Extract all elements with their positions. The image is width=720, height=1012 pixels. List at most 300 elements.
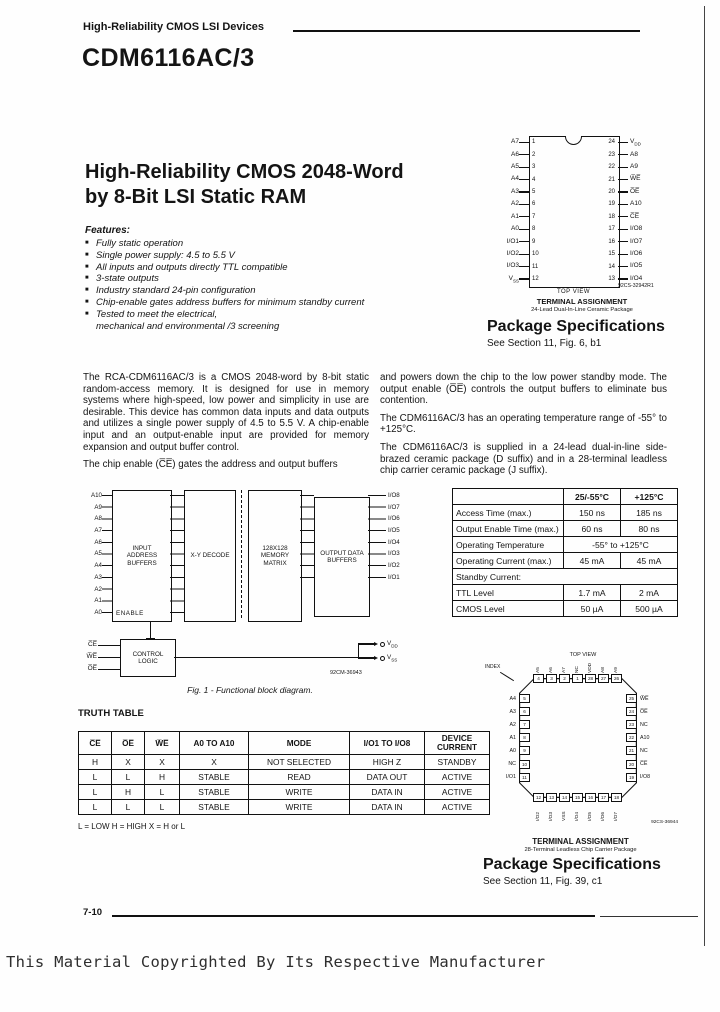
pin-lead: [519, 142, 529, 143]
pin-number: 1: [572, 674, 583, 683]
control-wires: [98, 645, 120, 671]
io-label: I/O6: [388, 515, 400, 523]
address-label: A6: [94, 538, 102, 546]
lcc-pin: [626, 757, 678, 770]
feature-text: Tested to meet the electrical,: [96, 308, 218, 320]
address-label: A4: [94, 562, 102, 570]
pin-number: 9: [519, 746, 530, 755]
truth-header-cell: W̅E̅: [145, 732, 180, 755]
spec-value: 50 µA: [564, 601, 621, 617]
address-label: A0: [94, 608, 102, 616]
pin-label: A4: [511, 175, 519, 183]
spec-row-label: Output Enable Time (max.): [453, 521, 564, 537]
truth-cell: WRITE: [249, 785, 350, 800]
dip-pin: [492, 136, 547, 148]
truth-cell: STANDBY: [425, 755, 490, 770]
pin-number: 5: [519, 694, 530, 703]
truth-body: [79, 755, 490, 815]
feature-text: mechanical and environmental /3 screening: [96, 320, 280, 332]
truth-cell: X: [145, 755, 180, 770]
pin-label: A6: [511, 150, 519, 158]
spec-value: -55° to +125°C: [564, 537, 678, 553]
pin-label: W̅E̅: [640, 695, 649, 702]
pin-number: 21: [626, 746, 637, 755]
pin-number: 20: [626, 760, 637, 769]
pin-lead: [519, 229, 529, 230]
address-label: A3: [94, 573, 102, 581]
pin-number: 25: [626, 694, 637, 703]
table-row: [79, 770, 490, 785]
lcc-left-pins: [483, 692, 530, 784]
vss-terminal: [358, 655, 397, 661]
spec-value: 150 ns: [564, 505, 621, 521]
lcc-pin: [483, 757, 530, 770]
dip-pin: [603, 173, 676, 185]
dip-pin: [492, 248, 547, 260]
lcc-top-pins: [533, 655, 622, 683]
dip-pin: [603, 148, 676, 160]
terminal-circle-icon: [380, 656, 385, 661]
footer-rule-segment: [600, 916, 698, 917]
pin-lead: [519, 191, 529, 192]
pin-number: 23: [608, 151, 615, 158]
feature-item: [85, 321, 395, 333]
title-line2: by 8-Bit LSI Static RAM: [85, 186, 307, 208]
lcc-pin: [533, 793, 544, 821]
document-title: [85, 160, 404, 210]
address-label: A2: [94, 585, 102, 593]
io-label: I/O8: [388, 492, 400, 499]
vdd-label: $V_{DD}$: [387, 639, 398, 649]
pin-number: 7: [532, 213, 536, 220]
dip-pin: [492, 161, 547, 173]
lcc-caption: TERMINAL ASSIGNMENT: [532, 837, 629, 846]
lcc-pin: [533, 655, 544, 683]
feature-item: [85, 285, 395, 297]
control-logic-block: CONTROL LOGIC: [120, 639, 176, 677]
pin-number: 11: [532, 263, 539, 270]
address-label: A7: [94, 527, 102, 535]
enable-connector: [150, 622, 151, 640]
lcc-pin: [572, 655, 583, 683]
pin-label: A10: [640, 734, 650, 741]
pin-number: 10: [532, 251, 539, 258]
pin-label: I/O2: [536, 811, 541, 821]
pin-lead: [618, 204, 628, 205]
pin-label: A6: [549, 667, 554, 673]
dip-pin: [603, 236, 676, 248]
truth-cell: ACTIVE: [425, 770, 490, 785]
page-number: 7-10: [83, 907, 103, 918]
figure-code: 92CM-36943: [330, 670, 362, 676]
spec-row-label: Operating Current (max.): [453, 553, 564, 569]
control-signal-label: C̅E̅: [87, 641, 97, 648]
pin-label: O̅E̅: [630, 187, 640, 195]
pin-label: I/O8: [640, 774, 651, 781]
lcc-pin: [626, 744, 678, 757]
pin-number: 13: [608, 276, 615, 283]
truth-cell: DATA IN: [350, 800, 425, 815]
pin-label: I/O4: [575, 811, 580, 821]
decode-wires: [170, 495, 184, 613]
truth-cell: DATA IN: [350, 785, 425, 800]
pin-label: I/O6: [630, 250, 643, 257]
pin-label: A5: [511, 162, 519, 170]
truth-cell: STABLE: [180, 785, 249, 800]
lcc-index-pointer: [500, 672, 514, 681]
truth-cell: L: [79, 800, 112, 815]
pin-number: 8: [519, 733, 530, 742]
pin-number: 2: [559, 674, 570, 683]
pin-number: 19: [608, 201, 615, 208]
lcc-pin: [483, 731, 530, 744]
truth-cell: L: [112, 800, 145, 815]
table-row: [79, 785, 490, 800]
io-output-labels: [388, 490, 400, 584]
io-label: I/O2: [388, 562, 400, 570]
truth-table-section: [78, 708, 490, 831]
pin-lead: [618, 266, 628, 267]
truth-table-footnote: L = LOW H = HIGH X = H or L: [78, 822, 186, 831]
pin-lead: [519, 167, 529, 168]
truth-header-cell: A0 TO A10: [180, 732, 249, 755]
pin-label: I/O3: [506, 262, 519, 270]
masthead-text: High-Reliability CMOS LSI Devices: [83, 21, 264, 33]
lcc-pin: [611, 793, 622, 821]
pin-lead: [519, 216, 529, 217]
pin-lead: [618, 142, 628, 143]
bullet-icon: ■: [85, 287, 89, 294]
pin-label: A9: [614, 667, 619, 673]
truth-cell: ACTIVE: [425, 800, 490, 815]
pin-number: 17: [608, 226, 615, 233]
address-label: A9: [94, 503, 102, 511]
pin-label: I/O7: [614, 811, 619, 821]
package-specs-ref: See Section 11, Fig. 39, c1: [483, 876, 603, 887]
pin-lead: [519, 154, 529, 155]
pin-label: C̅E̅: [640, 761, 648, 768]
connector-cap: [146, 621, 155, 622]
pin-label: A1: [511, 212, 519, 220]
paragraph: The CDM6116AC/3 is supplied in a 24-lead dual-in-line side-brazed ceramic package (D suffix) and in a 28-terminal leadless chip carrier ceramic package (J suffix).: [380, 441, 667, 477]
lcc-pin: [585, 793, 596, 821]
pin-label: A1: [509, 734, 516, 741]
truth-cell: WRITE: [249, 800, 350, 815]
truth-cell: X: [112, 755, 145, 770]
feature-item: [85, 297, 395, 309]
pin-number: 27: [598, 674, 609, 683]
bullet-icon: ■: [85, 251, 89, 258]
pin-number: 8: [532, 226, 536, 233]
io-label: I/O1: [388, 573, 400, 581]
pin-number: 6: [519, 707, 530, 716]
pin-number: 13: [546, 793, 557, 802]
feature-text: Fully static operation: [96, 238, 184, 249]
vss-label: $V_{SS}$: [387, 653, 398, 663]
dip-pin: [492, 173, 547, 185]
pin-number: 12: [533, 793, 544, 802]
pin-label: I/O8: [630, 225, 643, 233]
feature-text: All inputs and outputs directly TTL compatible: [96, 261, 288, 273]
pin-number: 3: [532, 164, 536, 171]
dip-pin: [492, 198, 547, 210]
pin-label: A4: [509, 695, 516, 702]
pin-label: A9: [630, 162, 638, 170]
features-section: [85, 225, 395, 332]
bullet-icon: ■: [85, 298, 89, 305]
pin-lead: [618, 167, 628, 168]
truth-header-cell: MODE: [249, 732, 350, 755]
dip-pin: [492, 186, 547, 198]
functional-block-diagram: [80, 487, 415, 707]
io-label: I/O5: [388, 527, 400, 535]
truth-cell: READ: [249, 770, 350, 785]
pin-label: A0: [511, 225, 519, 233]
feature-text: Single power supply: 4.5 to 5.5 V: [96, 249, 235, 261]
pin-number: 16: [608, 238, 615, 245]
truth-cell: HIGH Z: [350, 755, 425, 770]
feature-item: [85, 238, 395, 250]
lcc-pin: [598, 793, 609, 821]
dip-right-pins: [603, 136, 676, 285]
features-list: [85, 238, 395, 332]
bullet-icon: ■: [85, 310, 89, 317]
spec-value: 80 ns: [621, 521, 678, 537]
dip-subcaption: 24-Lead Dual-In-Line Ceramic Package: [531, 307, 633, 313]
pin-label: A5: [536, 667, 541, 673]
pin-number: 4: [533, 674, 544, 683]
pin-number: 17: [598, 793, 609, 802]
lcc-pin: [611, 655, 622, 683]
pin-number: 19: [626, 773, 637, 782]
pin-label: I/O6: [601, 811, 606, 821]
feature-text: 3-state outputs: [96, 273, 159, 285]
truth-cell: DATA OUT: [350, 770, 425, 785]
pin-label: A0: [509, 747, 516, 754]
dip-figure-code: 92CS-32942R1: [618, 283, 654, 289]
lcc-pin: [626, 705, 678, 718]
truth-cell: ACTIVE: [425, 785, 490, 800]
figure-caption: Fig. 1 - Functional block diagram.: [187, 685, 313, 695]
dip-pin: [492, 273, 547, 285]
paragraph: and powers down the chip to the low power standby mode. The output enable (O̅E̅) controls the output buffers to eliminate bus contention.: [380, 372, 667, 407]
lcc-bottom-pins: [533, 793, 622, 821]
feature-item: [85, 309, 395, 321]
pin-label: NC: [508, 761, 516, 768]
pin-lead: [519, 266, 529, 267]
control-input-labels: [83, 639, 97, 675]
bullet-icon: ■: [85, 240, 89, 246]
pin-number: 22: [608, 164, 615, 171]
spec-summary: [452, 488, 678, 617]
bullet-icon: ■: [85, 263, 89, 270]
dip-pin: [603, 136, 676, 148]
io-label: I/O3: [388, 550, 400, 558]
body-column-left: [83, 372, 369, 477]
truth-header-row: [79, 732, 490, 755]
pin-label: C̅E̅: [630, 212, 640, 220]
pin-number: 15: [608, 251, 615, 258]
pin-lead: [519, 278, 529, 279]
pin-label: NC: [640, 721, 648, 728]
pin-label: $V_{SS}$: [508, 274, 519, 284]
spec-row-label: Access Time (max.): [453, 505, 564, 521]
pin-lead: [618, 241, 628, 242]
spec-value: 45 mA: [564, 553, 621, 569]
io-label: I/O7: [388, 503, 400, 511]
pin-label: NC: [640, 747, 648, 754]
pin-number: 28: [585, 674, 596, 683]
pin-label: A7: [511, 138, 519, 146]
package-specs-lcc: [483, 856, 703, 887]
pin-label: A7: [562, 667, 567, 673]
pin-label: $V_{DD}$: [630, 138, 641, 147]
pin-label: NC: [575, 666, 580, 673]
pin-number: 9: [532, 238, 536, 245]
pin-label: VSS: [562, 811, 567, 821]
pin-number: 5: [532, 188, 536, 195]
paragraph: The RCA-CDM6116AC/3 is a CMOS 2048-word by 8-bit static random-access memory. It is designed for use in memory systems where high-speed, low power and simplicity in use are desirable. This device has common data inputs and data outputs and utilizes a single power supply of 4.5 to 5.5 V. A chip-enable input and an output-enable input are provided for memory expansion and output buffer control.: [83, 372, 369, 453]
paragraph: The chip enable (C̅E̅) gates the address and output buffers: [83, 459, 338, 471]
pin-label: A3: [509, 708, 516, 715]
truth-header-cell: DEVICE CURRENT: [425, 732, 490, 755]
lcc-pin: [626, 731, 678, 744]
masthead-rule: [293, 30, 640, 32]
pin-label: VDD: [588, 662, 593, 673]
vdd-terminal: [358, 641, 398, 647]
lcc-pin: [483, 771, 530, 784]
pin-label: W̅E̅: [630, 175, 641, 183]
pin-label: I/O5: [588, 811, 593, 821]
body-column-right: [380, 372, 667, 483]
spec-header-empty: [453, 489, 564, 505]
pin-number: 18: [608, 213, 615, 220]
pin-lead: [519, 179, 529, 180]
pin-lead: [618, 216, 628, 217]
pin-number: 18: [611, 793, 622, 802]
memory-matrix-block: 128X128 MEMORY MATRIX: [248, 490, 302, 622]
copyright-notice: This Material Copyrighted By Its Respective Manufacturer: [6, 953, 546, 971]
dip-pin: [603, 260, 676, 272]
truth-cell: L: [145, 785, 180, 800]
pin-number: 11: [519, 773, 530, 782]
output-data-buffers-block: OUTPUT DATA BUFFERS: [314, 497, 370, 617]
dip-pin: [603, 198, 676, 210]
dip-pin: [603, 248, 676, 260]
table-row: [79, 800, 490, 815]
pin-number: 24: [626, 707, 637, 716]
pin-lead: [618, 254, 628, 255]
truth-table: [78, 731, 490, 815]
spec-row-label: TTL Level: [453, 585, 564, 601]
matrix-output-wires: [300, 495, 314, 585]
truth-cell: L: [79, 785, 112, 800]
table-row: [79, 755, 490, 770]
pin-label: A8: [630, 150, 638, 158]
bullet-icon: ■: [85, 275, 89, 282]
pin-lead: [618, 229, 628, 230]
pin-label: A3: [511, 187, 519, 195]
pin-label: A10: [630, 200, 642, 208]
pin-label: I/O4: [630, 274, 643, 282]
lcc-index-label: INDEX: [485, 664, 501, 670]
pin-number: 15: [572, 793, 583, 802]
pin-label: I/O3: [549, 811, 554, 821]
package-specs-heading: Package Specifications: [483, 856, 661, 873]
pin-number: 23: [626, 720, 637, 729]
truth-cell: STABLE: [180, 800, 249, 815]
package-specs-ref: See Section 11, Fig. 6, b1: [487, 338, 602, 349]
pin-label: A2: [509, 721, 516, 728]
spec-value: 2 mA: [621, 585, 678, 601]
spec-col-header: 25/-55°C: [564, 489, 621, 505]
lcc-pin: [483, 718, 530, 731]
pin-label: I/O1: [505, 774, 516, 781]
lcc-pin: [483, 744, 530, 757]
dip-pin: [492, 148, 547, 160]
pin-number: 14: [559, 793, 570, 802]
pin-label: A8: [601, 667, 606, 673]
dip-pin: [603, 161, 676, 173]
footer-rule: [112, 915, 595, 917]
pin-number: 3: [546, 674, 557, 683]
pin-number: 12: [532, 276, 539, 283]
lcc-subcaption: 28-Terminal Leadless Chip Carrier Package: [524, 847, 637, 853]
pin-lead: [618, 278, 628, 279]
truth-cell: L: [79, 770, 112, 785]
pin-number: 1: [532, 139, 536, 146]
dip-pin: [492, 211, 547, 223]
address-label: A1: [94, 597, 102, 605]
feature-item: [85, 250, 395, 262]
terminal-line: [358, 657, 374, 658]
truth-cell: H: [79, 755, 112, 770]
feature-text: Chip-enable gates address buffers for minimum standby current: [96, 296, 365, 308]
spec-row-label: Standby Current:: [453, 569, 678, 585]
io-wires: [368, 495, 386, 585]
arrow-right-icon: [374, 642, 378, 646]
truth-cell: X: [180, 755, 249, 770]
lcc-pin: [546, 793, 557, 821]
lcc-top-view-label: TOP VIEW: [569, 652, 597, 658]
truth-cell: STABLE: [180, 770, 249, 785]
truth-cell: H: [145, 770, 180, 785]
pin-number: 16: [585, 793, 596, 802]
lcc-pin: [585, 655, 596, 683]
truth-table-title: TRUTH TABLE: [78, 708, 144, 719]
dip-pin: [603, 186, 676, 198]
bullet-icon: [85, 321, 96, 333]
feature-item: [85, 273, 395, 285]
pin-number: 14: [608, 263, 615, 270]
truth-cell: L: [145, 800, 180, 815]
pin-label: I/O7: [630, 237, 643, 245]
lcc-pin: [598, 655, 609, 683]
dip-left-pins: [492, 136, 547, 285]
spec-table: [452, 488, 678, 617]
package-specs-dip: [487, 318, 707, 349]
lcc-right-pins: [626, 692, 678, 784]
dip-pin: [492, 236, 547, 248]
feature-item: [85, 262, 395, 274]
spec-value: 185 ns: [621, 505, 678, 521]
truth-header-cell: C̅E̅: [79, 732, 112, 755]
dip-caption: TERMINAL ASSIGNMENT: [536, 297, 628, 306]
pin-number: 22: [626, 733, 637, 742]
pin-number: 2: [532, 151, 536, 158]
spec-value: 1.7 mA: [564, 585, 621, 601]
features-heading: Features:: [85, 225, 131, 236]
